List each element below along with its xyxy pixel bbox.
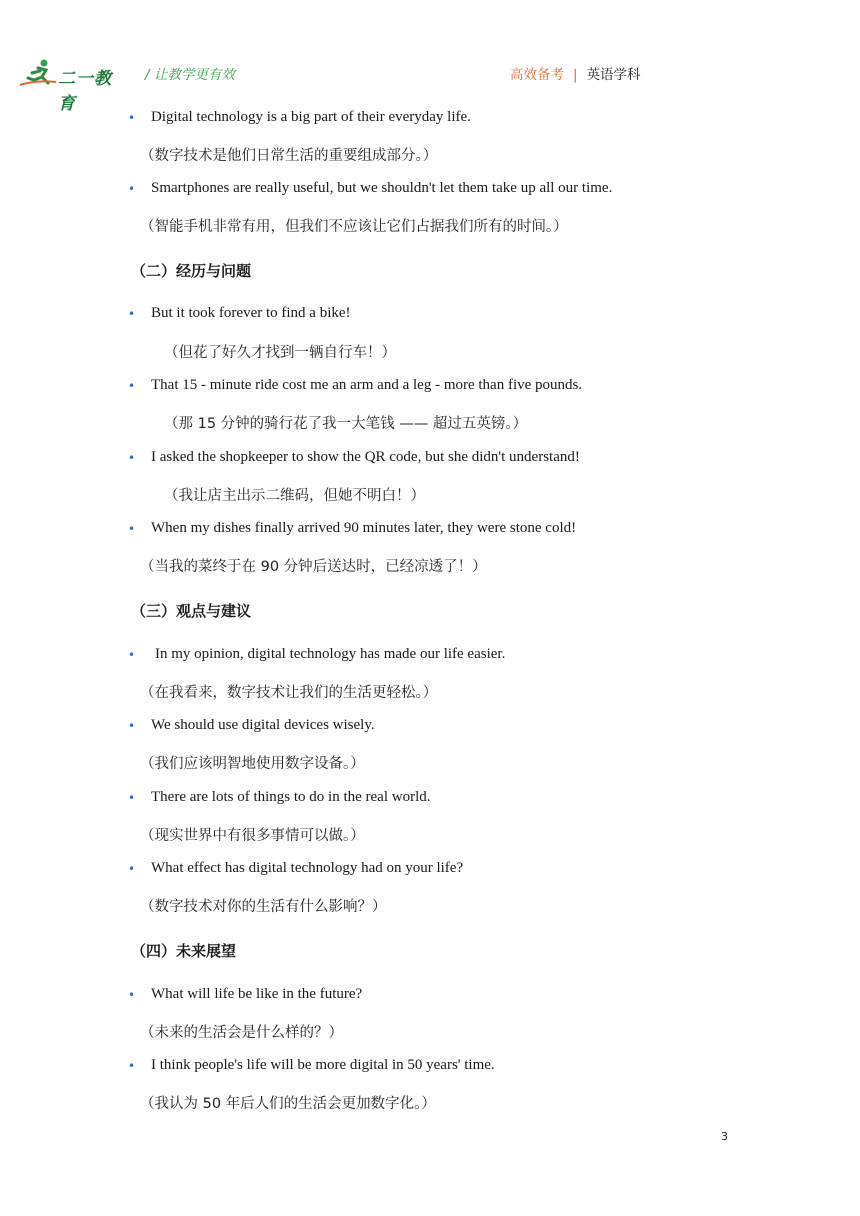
header-subject: 英语学科 (586, 67, 641, 83)
bullet-icon: • (128, 1059, 136, 1073)
english-sentence: What effect has digital technology had on your life? (151, 860, 464, 876)
bullet-icon: • (128, 862, 136, 876)
bullet-icon: • (128, 648, 136, 662)
bullet-icon: • (128, 379, 136, 393)
section-heading: （二）经历与问题 (131, 262, 252, 280)
bullet-icon: • (128, 719, 136, 733)
page-header (0, 0, 860, 114)
runner-logo-icon (18, 58, 58, 90)
bullet-icon: • (128, 522, 136, 536)
english-sentence: We should use digital devices wisely. (151, 717, 375, 733)
chinese-translation: （我们应该明智地使用数字设备。） (140, 756, 365, 772)
section-heading: （四）未来展望 (131, 942, 237, 960)
header-separator: | (573, 67, 578, 83)
header-tagline: 高效备考 (510, 67, 564, 83)
english-sentence: But it took forever to find a bike! (151, 305, 351, 321)
english-sentence: In my opinion, digital technology has made our life easier. (155, 646, 506, 662)
chinese-translation: （数字技术对你的生活有什么影响？） (140, 899, 387, 915)
english-sentence: What will life be like in the future? (151, 986, 363, 1002)
bullet-icon: • (128, 451, 136, 465)
english-sentence: I think people's life will be more digital in 50 years' time. (151, 1057, 495, 1073)
header-slogan: / 让教学更有效 (145, 67, 235, 83)
english-sentence: Smartphones are really useful, but we shouldn't let them take up all our time. (151, 180, 613, 196)
page-number: 3 (721, 1130, 728, 1143)
chinese-translation: （当我的菜终于在 90 分钟后送达时，已经凉透了！） (140, 559, 487, 575)
logo-text: 二一教育 (58, 69, 112, 114)
english-sentence: Digital technology is a big part of their everyday life. (151, 109, 471, 125)
header-right (510, 63, 641, 83)
chinese-translation: （那 15 分钟的骑行花了我一大笔钱 —— 超过五英镑。） (164, 416, 528, 432)
bullet-icon: • (128, 182, 136, 196)
bullet-icon: • (128, 111, 136, 125)
chinese-translation: （我让店主出示二维码，但她不明白！） (164, 488, 425, 504)
english-sentence: When my dishes finally arrived 90 minutes later, they were stone cold! (151, 520, 577, 536)
chinese-translation: （但花了好久才找到一辆自行车！） (164, 345, 396, 361)
bullet-icon: • (128, 307, 136, 321)
english-sentence: There are lots of things to do in the real world. (151, 789, 431, 805)
bullet-icon: • (128, 988, 136, 1002)
chinese-translation: （数字技术是他们日常生活的重要组成部分。） (140, 148, 438, 164)
chinese-translation: （智能手机非常有用，但我们不应该让它们占据我们所有的时间。） (140, 219, 568, 235)
logo (18, 58, 128, 114)
bullet-icon: • (128, 791, 136, 805)
chinese-translation: （我认为 50 年后人们的生活会更加数字化。） (140, 1096, 436, 1112)
section-heading: （三）观点与建议 (131, 602, 252, 620)
chinese-translation: （现实世界中有很多事情可以做。） (140, 828, 365, 844)
chinese-translation: （未来的生活会是什么样的？） (140, 1025, 343, 1041)
english-sentence: I asked the shopkeeper to show the QR code, but she didn't understand! (151, 449, 580, 465)
chinese-translation: （在我看来，数字技术让我们的生活更轻松。） (140, 685, 438, 701)
english-sentence: That 15 - minute ride cost me an arm and a leg - more than five pounds. (151, 377, 583, 393)
